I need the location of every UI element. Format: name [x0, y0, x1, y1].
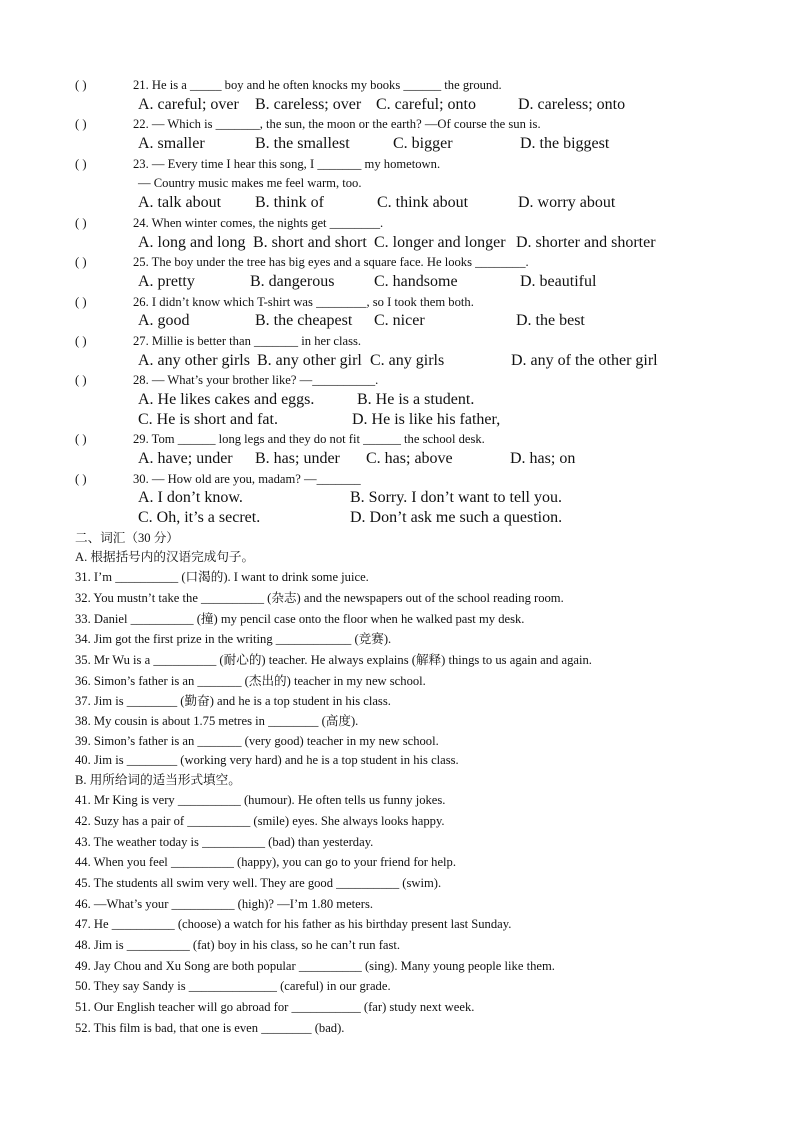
option-b: B. the smallest [255, 135, 350, 153]
question-stem: 23. — Every time I hear this song, I _______ my hometown. [133, 156, 441, 171]
fill-item-38: 38. My cousin is about 1.75 metres in ________ (高度). [75, 714, 359, 728]
question-stem: 21. He is a _____ boy and he often knocks my books ______ the ground. [133, 78, 502, 92]
options-30-row-2 [75, 509, 735, 529]
answer-blank[interactable]: ( ) [75, 156, 87, 171]
option-b: B. dangerous [250, 272, 335, 290]
fill-item-43: 43. The weather today is __________ (bad) than yesterday. [75, 834, 374, 849]
option-c: C. has; above [366, 450, 453, 468]
options-27 [75, 352, 735, 372]
option-a: A. I don’t know. [138, 489, 243, 507]
option-a: A. smaller [138, 135, 205, 153]
question-27 [75, 332, 735, 352]
question-29 [75, 430, 735, 450]
question-21 [75, 76, 735, 96]
option-d: D. has; on [510, 450, 576, 468]
fill-item-44: 44. When you feel __________ (happy), you can go to your friend for help. [75, 855, 456, 870]
option-d: D. any of the other girl [511, 351, 658, 369]
options-26 [75, 312, 735, 332]
option-b: B. has; under [255, 450, 340, 468]
section-title-vocabulary: 二、词汇（30 分） [75, 530, 179, 545]
option-a: A. any other girls [138, 351, 250, 369]
options-24 [75, 234, 735, 254]
option-d: D. the biggest [520, 135, 610, 153]
option-c: C. any girls [370, 351, 445, 369]
options-23 [75, 194, 735, 214]
fill-item-34: 34. Jim got the first prize in the writing ____________ (竞赛). [75, 632, 392, 647]
fill-item-36: 36. Simon’s father is an _______ (杰出的) teacher in my new school. [75, 673, 426, 688]
question-stem: 25. The boy under the tree has big eyes and a square face. He looks ________. [133, 255, 529, 270]
option-b: B. any other girl [257, 351, 362, 369]
option-c: C. handsome [374, 272, 458, 290]
question-30 [75, 470, 735, 490]
question-stem: 29. Tom ______ long legs and they do not fit ______ the school desk. [133, 432, 485, 447]
option-c: C. longer and longer [374, 233, 506, 251]
option-c: C. think about [377, 194, 469, 212]
question-stem: 26. I didn’t know which T-shirt was ________, so I took them both. [133, 294, 474, 309]
question-stem: 28. — What’s your brother like? —__________. [133, 373, 379, 388]
option-c: C. careful; onto [376, 95, 476, 113]
option-c: C. Oh, it’s a secret. [138, 509, 261, 527]
options-21 [75, 96, 735, 116]
question-26 [75, 293, 735, 313]
section-b-instruction: B. 用所给词的适当形式填空。 [75, 773, 241, 788]
option-b: B. think of [255, 194, 324, 212]
option-d: D. Don’t ask me such a question. [350, 509, 563, 527]
option-a: A. He likes cakes and eggs. [138, 391, 315, 408]
option-b: B. careless; over [255, 95, 362, 113]
option-c: C. He is short and fat. [138, 410, 278, 428]
question-23-continuation: — Country music makes me feel warm, too. [138, 176, 362, 191]
answer-blank[interactable]: ( ) [75, 294, 87, 309]
option-a: A. good [138, 312, 190, 330]
option-d: D. worry about [518, 194, 616, 212]
answer-blank[interactable]: ( ) [75, 373, 87, 388]
fill-item-48: 48. Jim is __________ (fat) boy in his class, so he can’t run fast. [75, 938, 401, 953]
options-29 [75, 450, 735, 470]
answer-blank[interactable]: ( ) [75, 432, 87, 447]
answer-blank[interactable]: ( ) [75, 215, 87, 230]
question-25 [75, 253, 735, 273]
option-b: B. the cheapest [255, 312, 353, 330]
fill-item-49: 49. Jay Chou and Xu Song are both popular __________ (sing). Many young people like them. [75, 958, 555, 973]
option-d: D. careless; onto [518, 95, 626, 113]
fill-item-45: 45. The students all swim very well. They are good __________ (swim). [75, 876, 442, 890]
question-stem: 27. Millie is better than _______ in her class. [133, 333, 362, 348]
question-stem: 24. When winter comes, the nights get ________. [133, 215, 384, 230]
question-stem: 22. — Which is _______, the sun, the moon or the earth? —Of course the sun is. [133, 117, 541, 132]
answer-blank[interactable]: ( ) [75, 78, 87, 92]
option-c: C. nicer [374, 312, 425, 330]
options-25 [75, 273, 735, 293]
fill-item-39: 39. Simon’s father is an _______ (very good) teacher in my new school. [75, 733, 439, 748]
question-stem: 30. — How old are you, madam? —_______ [133, 471, 361, 486]
answer-blank[interactable]: ( ) [75, 117, 87, 132]
options-22 [75, 135, 735, 155]
option-a: A. pretty [138, 272, 195, 290]
worksheet [75, 76, 735, 1039]
option-c: C. bigger [393, 135, 453, 153]
option-a: A. have; under [138, 450, 233, 468]
option-d: D. the best [516, 312, 585, 330]
fill-item-31: 31. I’m __________ (口渴的). I want to drink some juice. [75, 570, 369, 585]
options-28-row-1 [75, 391, 735, 411]
option-d: D. shorter and shorter [516, 233, 656, 251]
answer-blank[interactable]: ( ) [75, 255, 87, 270]
fill-item-37: 37. Jim is ________ (勤奋) and he is a top student in his class. [75, 694, 391, 709]
question-28 [75, 371, 735, 391]
fill-item-51: 51. Our English teacher will go abroad for ___________ (far) study next week. [75, 1000, 475, 1015]
option-b: B. He is a student. [357, 391, 475, 408]
fill-item-40: 40. Jim is ________ (working very hard) and he is a top student in his class. [75, 753, 459, 768]
option-d: D. beautiful [520, 272, 597, 290]
option-d: D. He is like his father, [352, 410, 501, 428]
option-a: A. long and long [138, 233, 246, 251]
fill-item-52: 52. This film is bad, that one is even ________ (bad). [75, 1020, 345, 1035]
question-24 [75, 214, 735, 234]
fill-item-33: 33. Daniel __________ (撞) my pencil case onto the floor when he walked past my desk. [75, 611, 525, 626]
option-b: B. short and short [253, 233, 367, 251]
options-30-row-1 [75, 489, 735, 509]
question-22 [75, 115, 735, 135]
option-a: A. careful; over [138, 95, 239, 113]
fill-item-50: 50. They say Sandy is ______________ (careful) in our grade. [75, 979, 391, 994]
answer-blank[interactable]: ( ) [75, 333, 87, 348]
options-28-row-2 [75, 411, 735, 431]
fill-item-32: 32. You mustn’t take the __________ (杂志) and the newspapers out of the school reading room. [75, 590, 564, 605]
fill-item-42: 42. Suzy has a pair of __________ (smile) eyes. She always looks happy. [75, 813, 445, 828]
question-23 [75, 155, 735, 175]
answer-blank[interactable]: ( ) [75, 471, 87, 486]
option-a: A. talk about [138, 194, 222, 212]
fill-item-35: 35. Mr Wu is a __________ (耐心的) teacher. He always explains (解释) things to us again and again. [75, 652, 592, 667]
option-b: B. Sorry. I don’t want to tell you. [350, 489, 562, 507]
fill-item-46: 46. —What’s your __________ (high)? —I’m 1.80 meters. [75, 896, 374, 911]
fill-item-41: 41. Mr King is very __________ (humour). He often tells us funny jokes. [75, 793, 446, 808]
fill-item-47: 47. He __________ (choose) a watch for his father as his birthday present last Sunday. [75, 917, 512, 932]
section-a-instruction: A. 根据括号内的汉语完成句子。 [75, 550, 255, 564]
